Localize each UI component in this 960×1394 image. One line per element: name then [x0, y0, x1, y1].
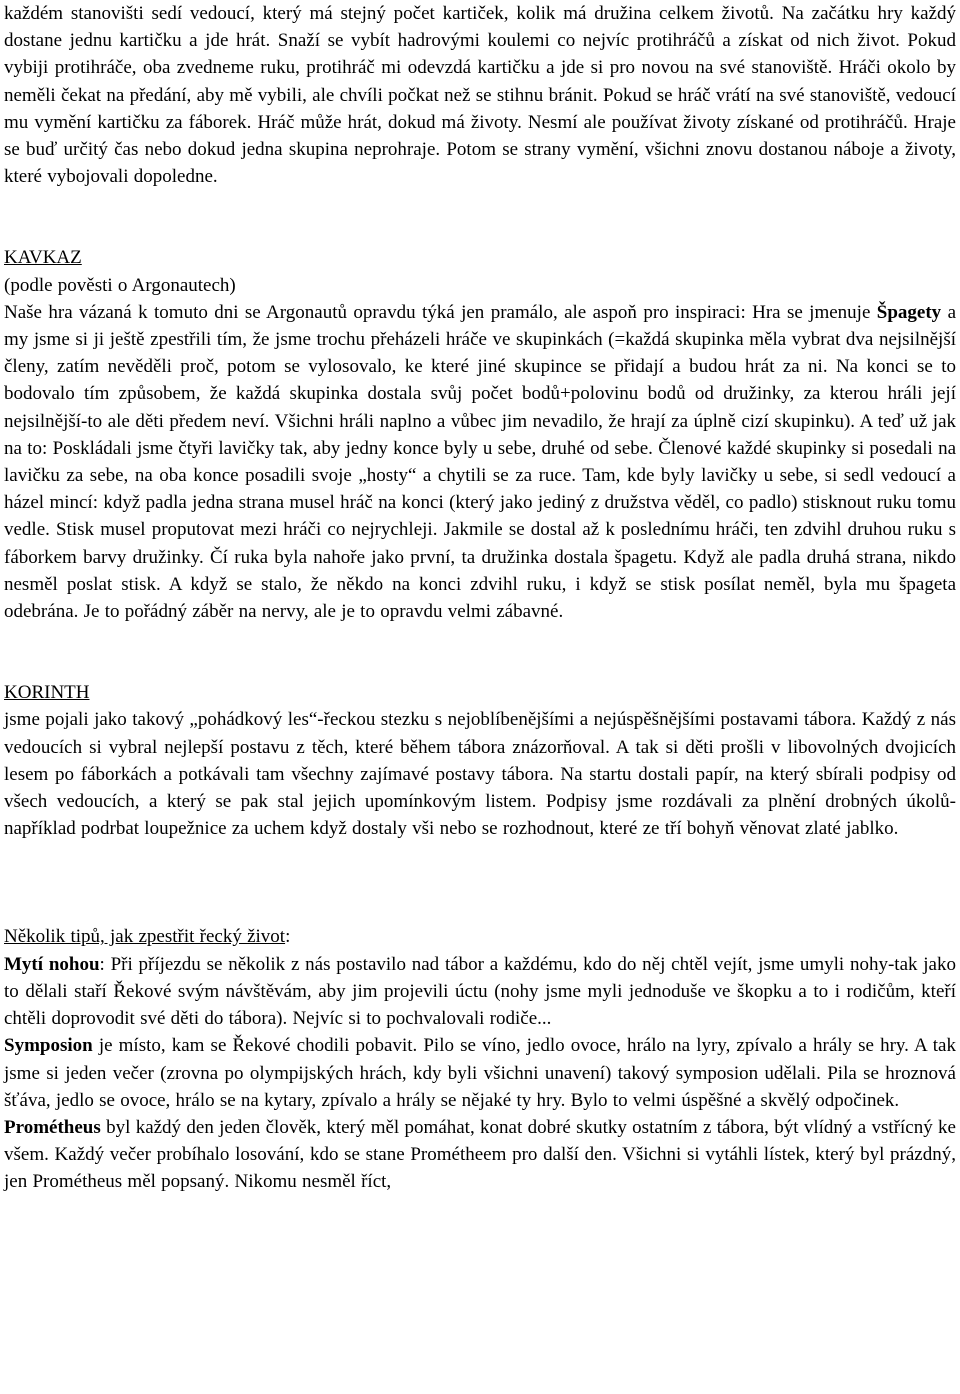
section-gap	[4, 190, 956, 244]
korinth-heading: KORINTH	[4, 682, 90, 704]
tip-myti-nohou	[4, 951, 956, 1033]
tip-symposion	[4, 1032, 956, 1114]
tip-myti-text: : Při příjezdu se několik z nás postavilo nad tábor a každému, kdo do něj chtěl vejít, jsme umyli nohy-tak jako to dělali staří Řekové svým návštěvám, aby jim projevili úctu (nohy jsme myli jednoduše ve škopku a to i rodičům, kteří chtěli doprovodit své děti do tábora). Nejvíc si to pochvalovali rodiče...	[4, 953, 956, 1030]
intro-paragraph: každém stanovišti sedí vedoucí, který má stejný počet kartiček, kolik má družina celkem životů. Na začátku hry každý dostane jednu kartičku a jde hrát. Snaží se vybít hadrovými koulemi co nejvíc protihráčů a získat od nich život. Pokud vybiji protihráče, oba zvedneme ruku, protihráč mi odevzdá kartičku a jde si pro novou na své stanoviště. Hráči okolo by neměli čekat na předání, aby mě vybili, ale chvíli počkat než se stihnu bránit. Pokud se hráč vrátí na své stanoviště, vedoucí mu vymění kartičku za fáborek. Hráč může hrát, dokud má životy. Nesmí ale používat životy získané od protihráčů. Hraje se buď určitý čas nebo dokud jedna skupina neprohraje. Potom se strany vymění, všichni znovu dostanou náboje a životy, které vybojovali dopoledne.	[4, 3, 956, 188]
tips-title-colon: :	[285, 926, 291, 948]
tips-title: Několik tipů, jak zpestřit řecký život	[4, 926, 286, 948]
tip-prometheus-text: byl každý den jeden člověk, který měl pomáhat, konat dobré skutky ostatním z tábora, být vlídný a vstřícný ke všem. Každý večer probíhalo losování, kdo se stane Prométheem pro další den. Všichni si vytáhli lístek, který byl prázdný, jen Prométheus měl popsaný. Nikomu nesměl říct,	[4, 1116, 956, 1193]
kavkaz-paragraph	[4, 299, 956, 625]
kavkaz-subtitle: (podle pověsti o Argonautech)	[4, 274, 236, 296]
section-gap	[4, 625, 956, 679]
kavkaz-heading: KAVKAZ	[4, 247, 82, 269]
kavkaz-text-rest: a my jsme si ji ještě zpestřili tím, že jsme trochu přeházeli hráče ve skupinkách (=každá skupinka měla vybrat dva nejsilnější členy, zatím nevěděli proč, potom se vylosovalo, ke které jiné skupince se přidají a budou hrát za ni. Na konci se to bodovalo tím způsobem, že každá skupinka dostala svůj počet bodů+polovinu bodů od družinky, za kterou hráli její nejsilnější-to ale děti předem neví. Všichni hráli naplno a vůbec jim nevadilo, že hrají za úplně cizí skupinku). A teď už jak na to: Poskládali jsme čtyři lavičky tak, aby jedny konce byly u sebe, druhé od sebe. Členové každé skupinky si posedali na lavičku za sebe, na oba konce posadili svoje „hosty“ a chytili se za ruce. Tam, kde byly lavičky u sebe, si sedl vedoucí a házel mincí: když padla jedna strana musel hráč na konci (který jako jediný z družstva věděl, co padlo) stisknout ruku tomu vedle. Stisk musel proputovat mezi hráči co nejrychleji. Jakmile se dostal až k poslednímu hráči, ten zdvihl druhou ruku s fáborkem barvy družinky. Čí ruka byla nahoře jako první, ta družinka dostala špagetu. Když ale padla druhá strana, nikdo nesměl poslat stisk. A když se stalo, že někdo na konci zdvihl ruku, i když se stisk posílat neměl, byla mu špageta odebrána. Je to pořádný záběr na nervy, ale je to opravdu velmi zábavné.	[4, 301, 957, 623]
kavkaz-text-start: Naše hra vázaná k tomuto dni se Argonautů opravdu týká jen pramálo, ale aspoň pro inspiraci: Hra se jmenuje	[4, 301, 877, 323]
section-gap-extra	[4, 896, 956, 923]
tip-symposion-text: je místo, kam se Řekové chodili pobavit. Pilo se víno, jedlo ovoce, hrálo na lyry, zpívalo a hrály se hry. A tak jsme si jeden večer (zrovna po olympijských hrách, kdy byli všichni unavení) takový symposion udělali. Pila se hroznová šťáva, jedlo se ovoce, hrálo se na kytary, zpívalo a hrály se nějaké ty hry. Bylo to velmi úspěšné a skvělý odpočinek.	[4, 1035, 956, 1111]
document-page	[4, 0, 956, 1196]
kavkaz-game-name: Špagety	[876, 301, 942, 323]
tip-myti-label: Mytí nohou	[4, 953, 100, 975]
korinth-paragraph: jsme pojali jako takový „pohádkový les“-řeckou stezku s nejoblíbenějšími a nejúspěšnějšími postavami tábora. Každý z nás vedoucích si vybral nejlepší postavu z těch, které během tábora znázorňoval. A tak si děti prošli v libovolných dvojicích lesem po fáborkách a potkávali tam všechny zajímavé postavy tábora. Na startu dostali papír, na který sbírali podpisy od všech vedoucích, a který se pak stal jejich upomínkovým listem. Podpisy jsme rozdávali za plnění drobných úkolů-například podrbat loupežnice za uchem když dostaly vši nebo se rozhodnout, které ze tří bohyň věnovat zlaté jablko.	[4, 709, 956, 840]
tips-heading	[4, 923, 956, 950]
tip-prometheus-label: Prométheus	[4, 1116, 101, 1138]
tip-symposion-label: Symposion	[4, 1035, 93, 1057]
tip-prometheus	[4, 1114, 956, 1196]
section-gap	[4, 842, 956, 896]
